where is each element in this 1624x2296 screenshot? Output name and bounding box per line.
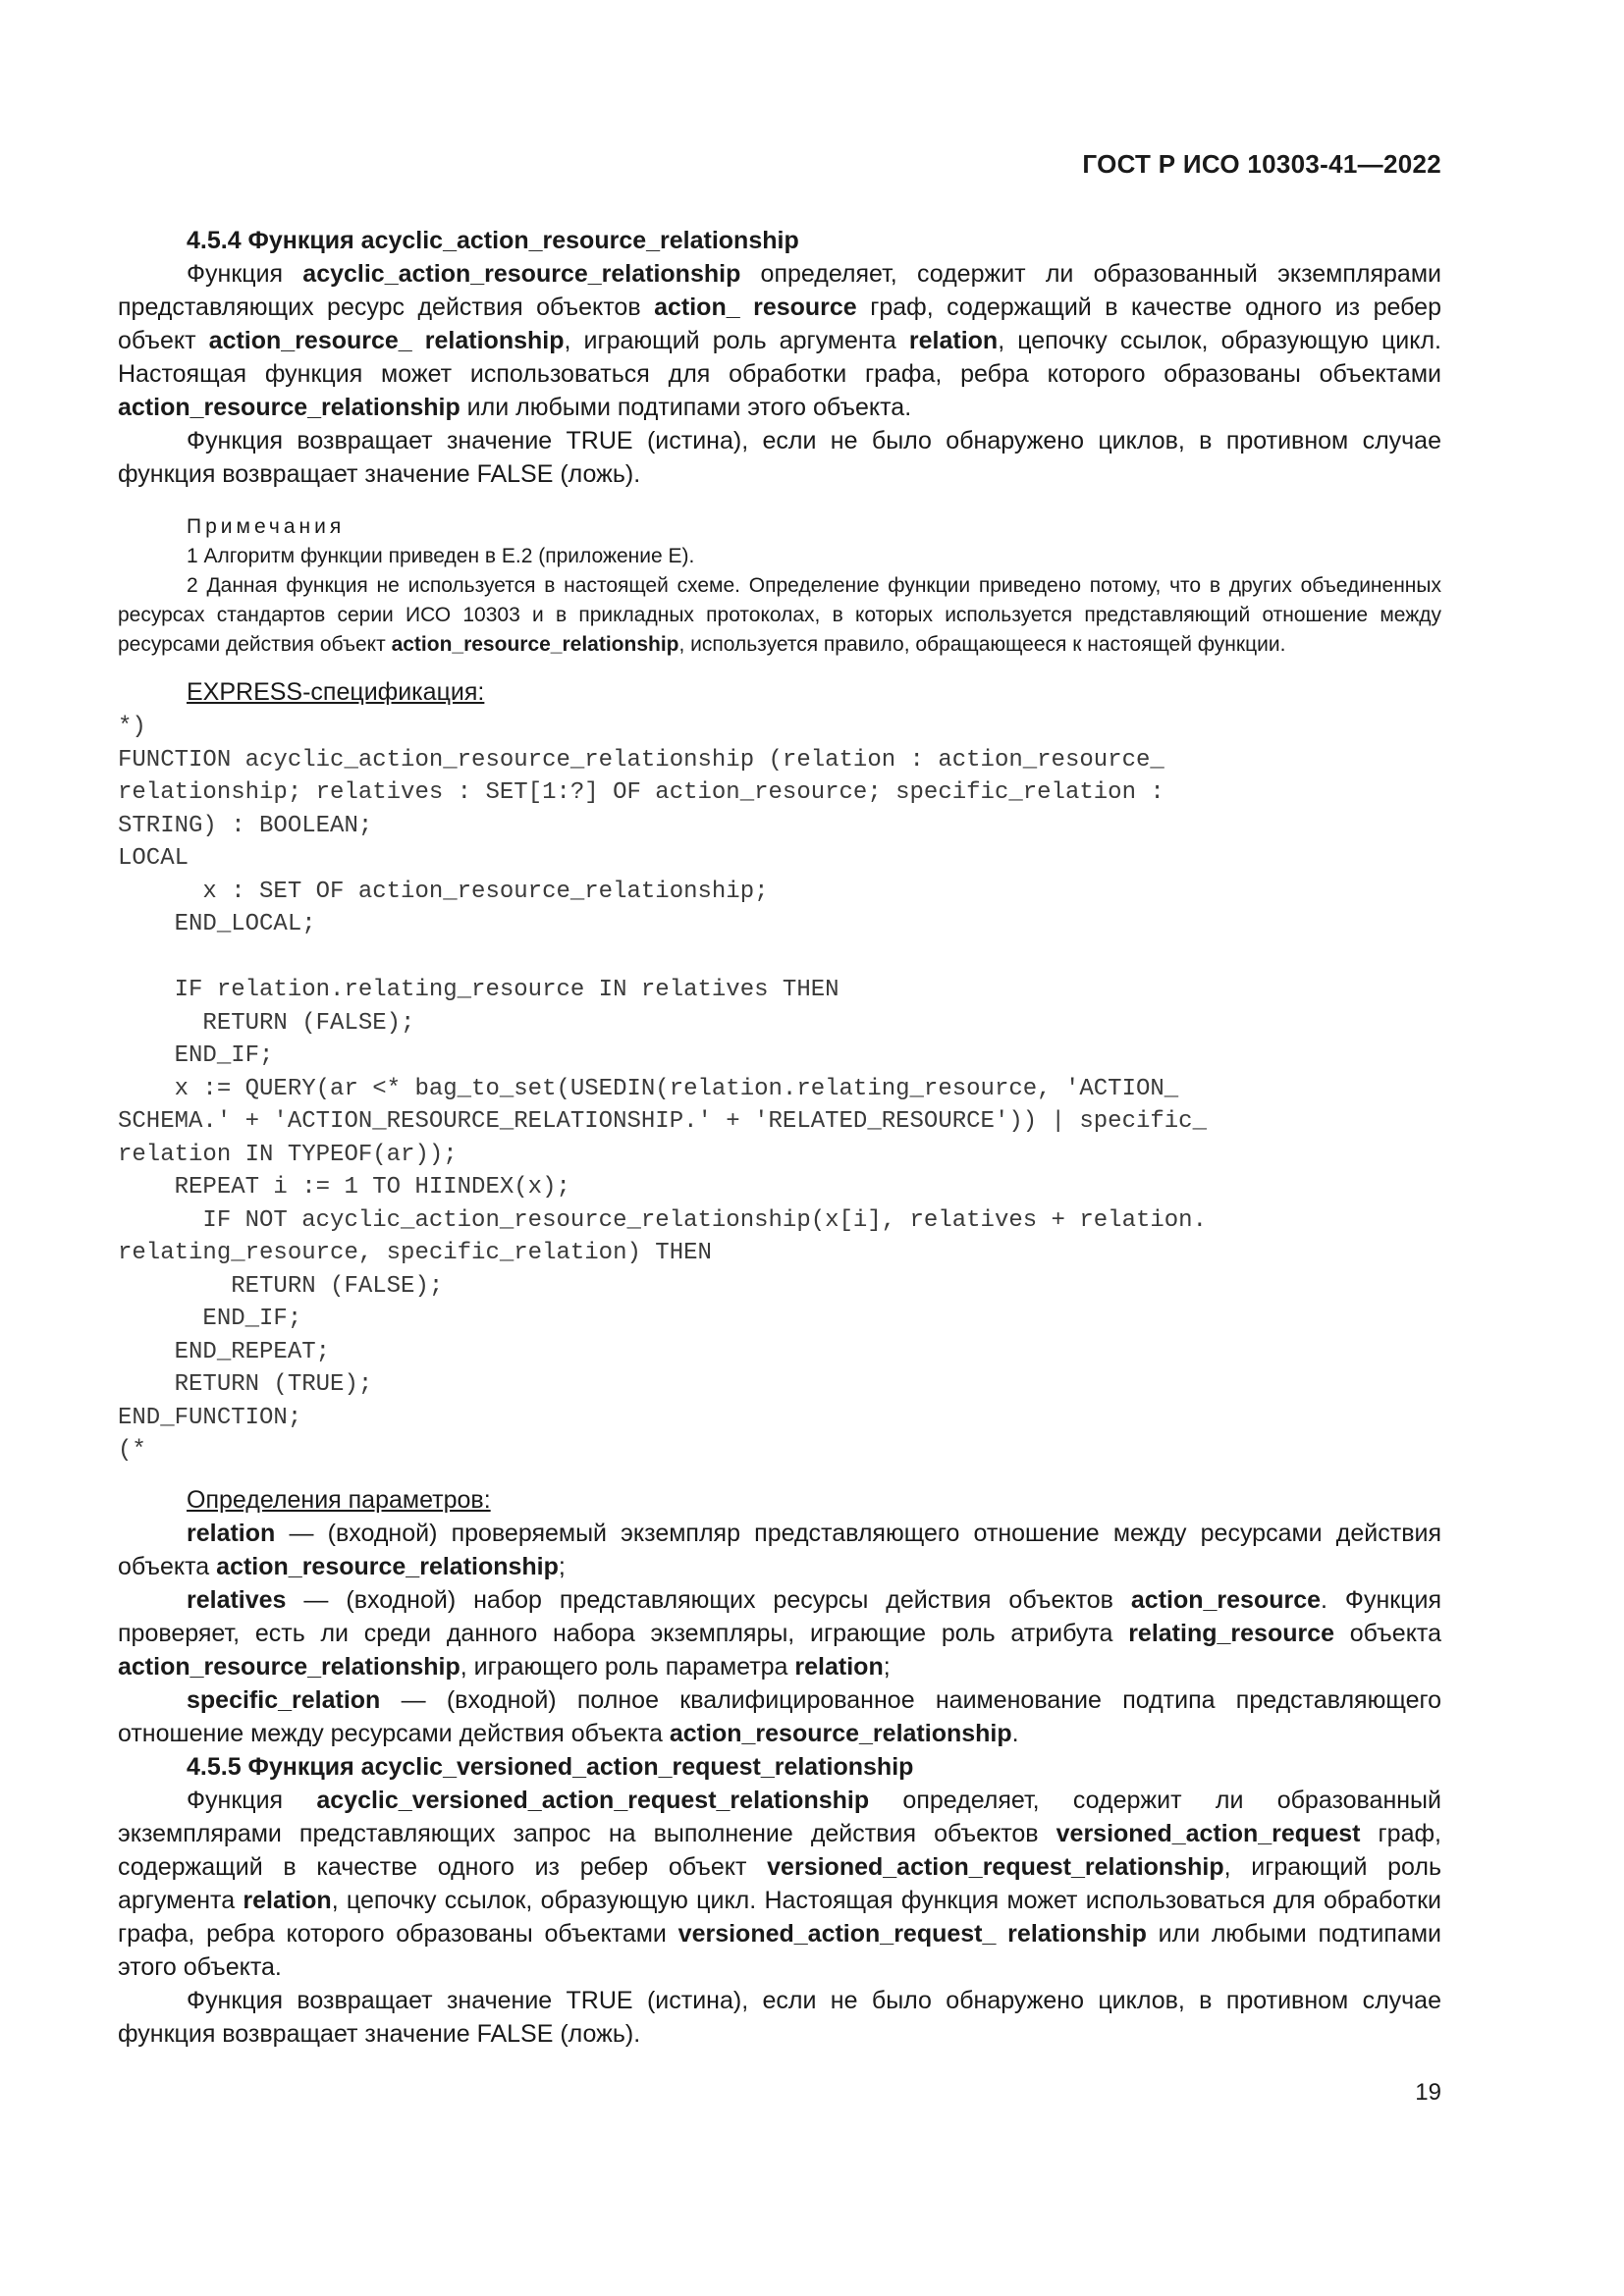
sec454-paragraph-2: Функция возвращает значение TRUE (истина), если не было обнаружено циклов, в противном случае функция возвращает значение FALSE (ложь). xyxy=(118,427,1441,488)
spacer xyxy=(118,491,1441,508)
param-relation: relation — (входной) проверяемый экземпляр представляющего отношение между ресурсами действия объекта action_resource_relationship; xyxy=(118,1519,1441,1580)
note-1: 1 Алгоритм функции приведен в Е.2 (приложение Е). xyxy=(187,545,695,567)
parameter-definitions-label: Определения параметров: xyxy=(187,1485,491,1514)
page-content xyxy=(118,224,1441,2051)
notes-title: Примечания xyxy=(187,515,346,538)
sec455-paragraph-1: Функция acyclic_versioned_action_request_relationship определяет, содержит ли образованный экземплярами представляющих запрос на выполнение действия объектов versioned_action_request граф, содержащий в качестве одного из ребер объект versioned_action_request_relationship, играющий роль аргумента relation, цепочку ссылок, образующую цикл. Настоящая функция может использоваться для обработки графа, ребра которого образованы объектами versioned_action_request_ relationship или любыми подтипами этого объекта. xyxy=(118,1786,1441,1981)
document-header: ГОСТ Р ИСО 10303-41—2022 xyxy=(1082,149,1441,179)
param-relatives: relatives — (входной) набор представляющих ресурсы действия объектов action_resource. Функция проверяет, есть ли среди данного набора экземпляры, играющие роль атрибута relating_resource объекта action_resource_relationship, играющего роль параметра relation; xyxy=(118,1585,1442,1681)
page-number: 19 xyxy=(1415,2079,1441,2106)
express-spec-label: EXPRESS-спецификация: xyxy=(187,678,485,706)
section-heading-4-5-5: 4.5.5 Функция acyclic_versioned_action_request_relationship xyxy=(187,1752,914,1781)
param-specific-relation: specific_relation — (входной) полное квалифицированное наименование подтипа представляющего отношение между ресурсами действия объекта action_resource_relationship. xyxy=(118,1685,1441,1747)
sec454-paragraph-1: Функция acyclic_action_resource_relationship определяет, содержит ли образованный экземплярами представляющих ресурс действия объектов action_ resource граф, содержащий в качестве одного из ребер объект action_resource_ relationship, играющий роль аргумента relation, цепочку ссылок, образующую цикл. Настоящая функция может использоваться для обработки графа, ребра которого образованы объектами action_resource_relationship или любыми подтипами этого объекта. xyxy=(118,260,1441,421)
sec455-paragraph-2: Функция возвращает значение TRUE (истина), если не было обнаружено циклов, в противном случае функция возвращает значение FALSE (ложь). xyxy=(118,1986,1441,2048)
section-heading-4-5-4: 4.5.4 Функция acyclic_action_resource_relationship xyxy=(187,227,799,254)
express-code-block: *) FUNCTION acyclic_action_resource_relationship (relation : action_resource_ relationship; relatives : SET[1:?] OF action_resource; specific_relation : STRING) : BOOLEAN; LOCAL x : SET OF action_resource_relationship; END_LOCAL; IF relation.relating_resource IN relatives THEN RETURN (FALSE); END_IF; x := QUERY(ar <* bag_to_set(USEDIN(relation.relating_resource, 'ACTION_ SCHEMA.' + 'ACTION_RESOURCE_RELATIONSHIP.' + 'RELATED_RESOURCE')) | specific_ relation IN TYPEOF(ar)); REPEAT i := 1 TO HIINDEX(x); IF NOT acyclic_action_resource_relationship(x[i], relatives + relation. relating_resource, specific_relation) THEN RETURN (FALSE); END_IF; END_REPEAT; RETURN (TRUE); END_FUNCTION; (* xyxy=(118,714,1207,1464)
note-2: 2 Данная функция не используется в настоящей схеме. Определение функции приведено потому, что в других объединенных ресурсах стандартов серии ИСО 10303 и в прикладных протоколах, в которых используется представляющий отношение между ресурсами действия объект action_resource_relationship, используется правило, обращающееся к настоящей функции. xyxy=(118,574,1441,656)
